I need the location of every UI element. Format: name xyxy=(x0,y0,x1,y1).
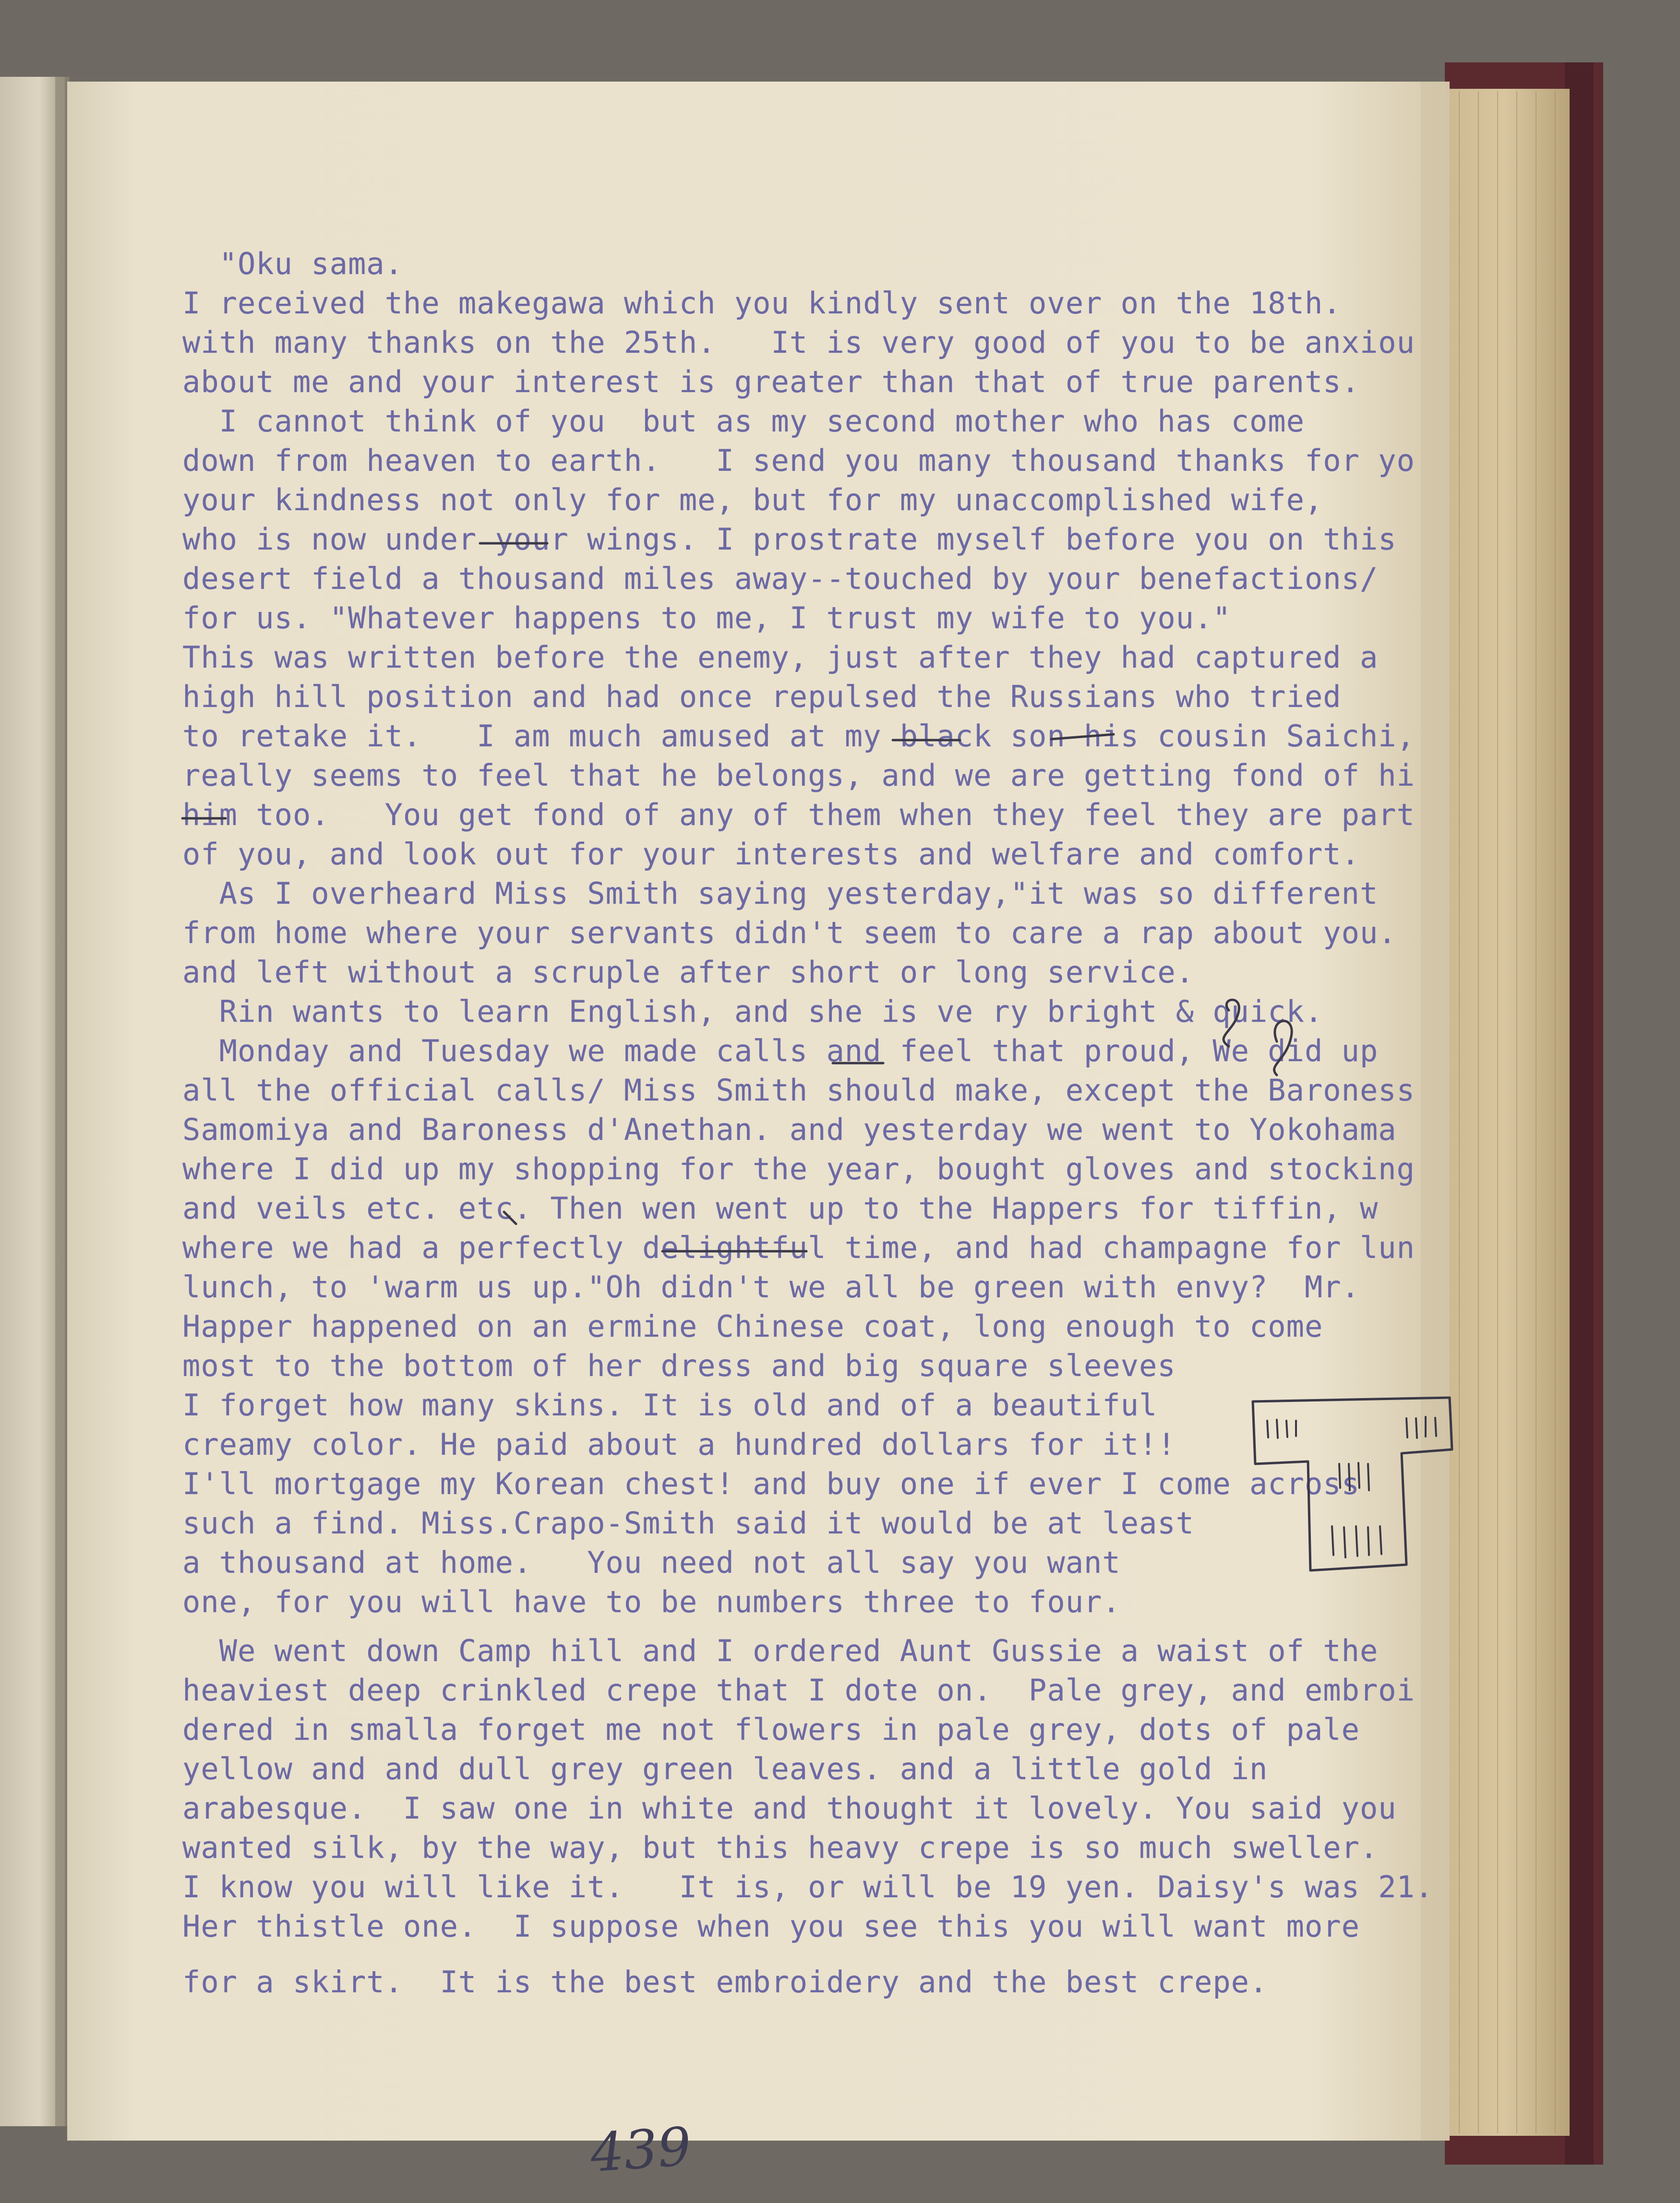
text-line: such a find. Miss.Crapo-Smith said it would be at least xyxy=(182,1506,1194,1541)
text-line: lunch, to 'warm us up."Oh didn't we all be green with envy? Mr. xyxy=(182,1269,1360,1305)
text-line: where we had a perfectly delightful time, and had champagne for lun xyxy=(182,1230,1415,1265)
text-line: all the official calls/ Miss Smith should make, except the Baroness xyxy=(182,1073,1415,1108)
text-line: This was written before the enemy, just after they had captured a xyxy=(182,640,1379,675)
text-line: Rin wants to learn English, and she is ve ry bright & quick. xyxy=(182,994,1323,1029)
text-line: Monday and Tuesday we made calls and feel that proud, We did up xyxy=(182,1033,1379,1068)
text-line: your kindness not only for me, but for my unaccomplished wife, xyxy=(182,482,1323,517)
handwritten-page-number: 439 xyxy=(588,2115,694,2184)
text-line: really seems to feel that he belongs, and we are getting fond of hi xyxy=(182,758,1415,793)
text-line: from home where your servants didn't seem to care a rap about you. xyxy=(182,915,1397,950)
text-line: a thousand at home. You need not all say you want xyxy=(182,1545,1121,1580)
text-line: Her thistle one. I suppose when you see this you will want more xyxy=(182,1909,1360,1944)
text-line: for a skirt. It is the best embroidery and the best crepe. xyxy=(182,1964,1268,1999)
text-line: I cannot think of you but as my second mother who has come xyxy=(182,404,1305,439)
text-line: and left without a scruple after short or long service. xyxy=(182,955,1194,990)
text-line: Samomiya and Baroness d'Anethan. and yesterday we went to Yokohama xyxy=(182,1112,1397,1147)
text-line: I'll mortgage my Korean chest! and buy one if ever I come across xyxy=(182,1466,1360,1501)
text-line: wanted silk, by the way, but this heavy crepe is so much sweller. xyxy=(182,1830,1379,1865)
text-line: who is now under your wings. I prostrate myself before you on this xyxy=(182,522,1397,557)
text-line: down from heaven to earth. I send you many thousand thanks for yo xyxy=(182,443,1415,478)
text-line: where I did up my shopping for the year, bought gloves and stocking xyxy=(182,1151,1415,1186)
text-line: dered in smalla forget me not flowers in pale grey, dots of pale xyxy=(182,1712,1360,1747)
text-line: for us. "Whatever happens to me, I trust my wife to you." xyxy=(182,600,1231,635)
text-line: and veils etc. etc. Then wen went up to the Happers for tiffin, w xyxy=(182,1191,1379,1226)
text-line: with many thanks on the 25th. It is very good of you to be anxiou xyxy=(182,325,1415,360)
text-line: him too. You get fond of any of them when they feel they are part xyxy=(182,797,1415,832)
text-line: arabesque. I saw one in white and thought it lovely. You said you xyxy=(182,1791,1397,1826)
text-line: desert field a thousand miles away--touched by your benefactions/ xyxy=(182,561,1379,596)
text-line: heaviest deep crinkled crepe that I dote on. Pale grey, and embroi xyxy=(182,1673,1415,1708)
text-line: Happer happened on an ermine Chinese coat, long enough to come xyxy=(182,1309,1323,1344)
text-line: "Oku sama. xyxy=(182,246,403,281)
text-line: creamy color. He paid about a hundred dollars for it!! xyxy=(182,1427,1176,1462)
text-line: about me and your interest is greater than that of true parents. xyxy=(182,364,1360,399)
text-line: We went down Camp hill and I ordered Aunt Gussie a waist of the xyxy=(182,1633,1379,1668)
text-line: I forget how many skins. It is old and of a beautiful xyxy=(182,1388,1158,1423)
text-line: of you, and look out for your interests and welfare and comfort. xyxy=(182,837,1360,872)
text-line: high hill position and had once repulsed the Russians who tried xyxy=(182,679,1342,714)
text-line: to retake it. I am much amused at my black son his cousin Saichi, xyxy=(182,718,1415,754)
text-line: I know you will like it. It is, or will be 19 yen. Daisy's was 21. xyxy=(182,1869,1434,1904)
text-line: one, for you will have to be numbers three to four. xyxy=(182,1584,1121,1619)
text-line: yellow and and dull grey green leaves. and a little gold in xyxy=(182,1751,1268,1786)
text-line: I received the makegawa which you kindly sent over on the 18th. xyxy=(182,286,1342,321)
text-line: most to the bottom of her dress and big square sleeves xyxy=(182,1348,1176,1383)
text-line: As I overheard Miss Smith saying yesterday,"it was so different xyxy=(182,876,1379,911)
